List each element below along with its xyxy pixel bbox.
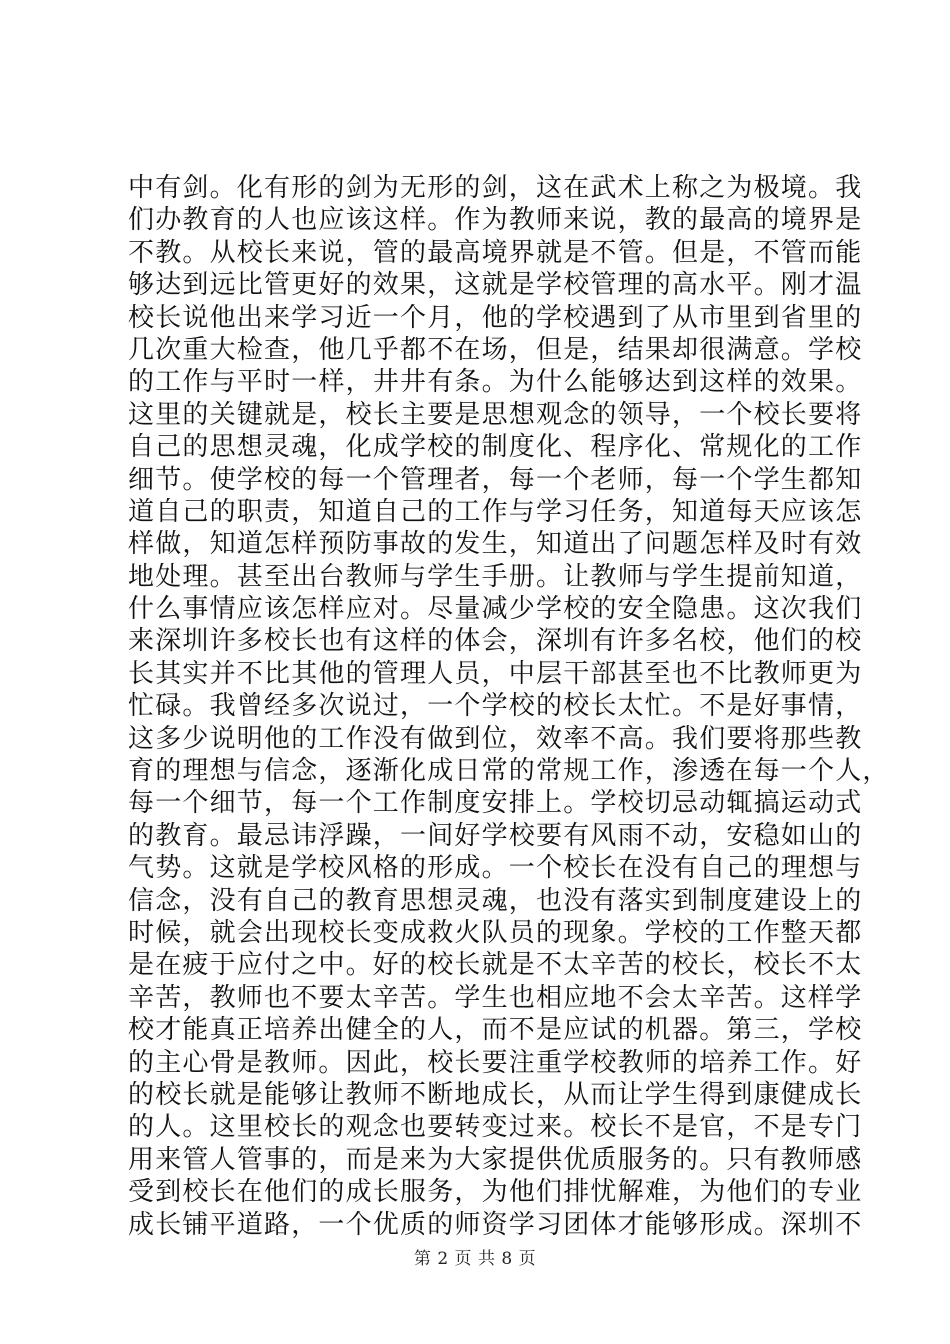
text-line: 什么事情应该怎样应对。尽量减少学校的安全隐患。这次我们 <box>128 594 863 625</box>
text-line: 每一个细节，每一个工作制度安排上。学校切忌动辄搞运动式 <box>128 788 863 819</box>
text-line: 够达到远比管更好的效果，这就是学校管理的高水平。刚才温 <box>128 270 863 301</box>
text-line: 长其实并不比其他的管理人员，中层干部甚至也不比教师更为 <box>128 658 863 689</box>
text-line: 这里的关键就是，校长主要是思想观念的领导，一个校长要将 <box>128 399 863 430</box>
text-line: 的主心骨是教师。因此，校长要注重学校教师的培养工作。好 <box>128 1047 863 1078</box>
text-line: 中有剑。化有形的剑为无形的剑，这在武术上称之为极境。我 <box>128 173 863 203</box>
text-line: 辛苦，教师也不要太辛苦。学生也相应地不会太辛苦。这样学 <box>128 982 863 1013</box>
text-line: 的工作与平时一样，井井有条。为什么能够达到这样的效果。 <box>128 367 863 398</box>
text-line: 成长铺平道路，一个优质的师资学习团体才能够形成。深圳不 <box>128 1209 863 1240</box>
text-line: 细节。使学校的每一个管理者，每一个老师，每一个学生都知 <box>128 464 863 495</box>
text-line: 来深圳许多校长也有这样的体会，深圳有许多名校，他们的校 <box>128 626 863 657</box>
text-line: 的人。这里校长的观念也要转变过来。校长不是官，不是专门 <box>128 1112 863 1143</box>
text-line: 样做，知道怎样预防事故的发生，知道出了问题怎样及时有效 <box>128 529 863 560</box>
text-line: 校才能真正培养出健全的人，而不是应试的机器。第三，学校 <box>128 1015 863 1046</box>
text-line: 几次重大检查，他几乎都不在场，但是，结果却很满意。学校 <box>128 334 863 365</box>
text-line: 不教。从校长来说，管的最高境界就是不管。但是，不管而能 <box>128 237 863 268</box>
body-text <box>128 172 890 1241</box>
text-line: 这多少说明他的工作没有做到位，效率不高。我们要将那些教 <box>128 723 863 754</box>
text-line: 时候，就会出现校长变成救火队员的现象。学校的工作整天都 <box>128 917 863 948</box>
text-line: 地处理。甚至出台教师与学生手册。让教师与学生提前知道， <box>128 561 863 592</box>
text-line: 受到校长在他们的成长服务，为他们排忧解难，为他们的专业 <box>128 1177 863 1208</box>
text-line: 校长说他出来学习近一个月，他的学校遇到了从市里到省里的 <box>128 302 863 333</box>
text-line: 忙碌。我曾经多次说过，一个学校的校长太忙。不是好事情， <box>128 691 863 722</box>
text-line: 的校长就是能够让教师不断地成长，从而让学生得到康健成长 <box>128 1079 863 1110</box>
text-line: 用来管人管事的，而是来为大家提供优质服务的。只有教师感 <box>128 1144 863 1175</box>
text-line: 信念，没有自己的教育思想灵魂，也没有落实到制度建设上的 <box>128 885 863 916</box>
text-line: 们办教育的人也应该这样。作为教师来说，教的最高的境界是 <box>128 205 863 236</box>
text-line: 的教育。最忌讳浮躁，一间好学校要有风雨不动，安稳如山的 <box>128 820 863 851</box>
text-line: 育的理想与信念，逐渐化成日常的常规工作，渗透在每一个人， <box>128 756 890 787</box>
text-line: 气势。这就是学校风格的形成。一个校长在没有自己的理想与 <box>128 853 863 884</box>
text-line: 自己的思想灵魂，化成学校的制度化、程序化、常规化的工作 <box>128 432 863 463</box>
text-line: 是在疲于应付之中。好的校长就是不太辛苦的校长，校长不太 <box>128 950 863 981</box>
text-line: 道自己的职责，知道自己的工作与学习任务，知道每天应该怎 <box>128 496 863 527</box>
page-number-footer: 第 2 页 共 8 页 <box>413 1249 537 1269</box>
